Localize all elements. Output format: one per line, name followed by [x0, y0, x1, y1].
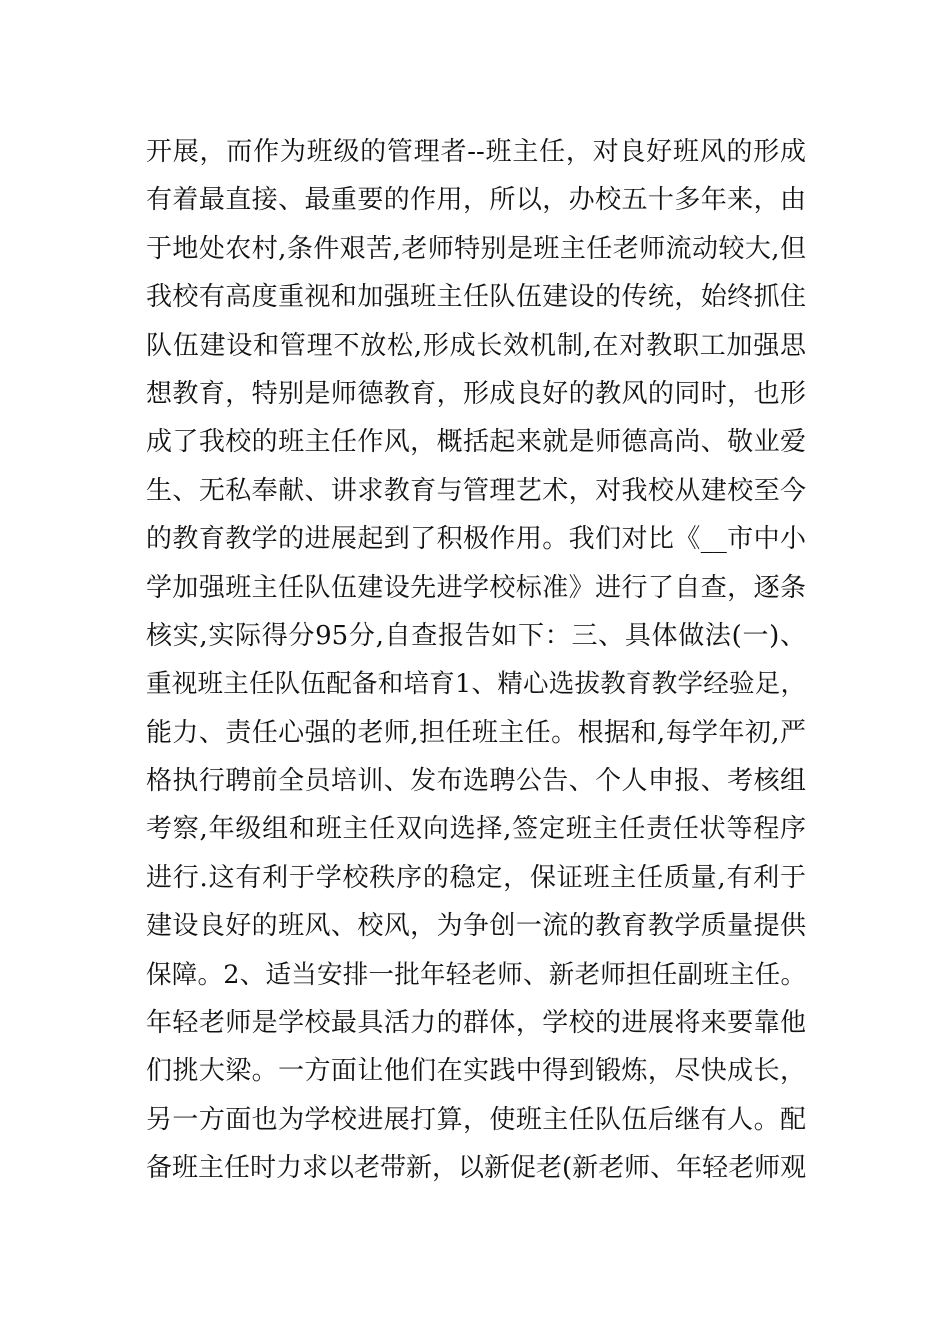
text-line: 保障。2、适当安排一批年轻老师、新老师担任副班主任。 — [146, 959, 806, 990]
text-line: 建设良好的班风、校风，为争创一流的教育教学质量提供 — [146, 911, 806, 942]
text-line: 有着最直接、最重要的作用，所以，办校五十多年来，由 — [146, 185, 806, 216]
body-text — [146, 128, 806, 1193]
text-line: 们挑大梁。一方面让他们在实践中得到锻炼，尽快成长， — [146, 1056, 806, 1087]
text-line: 我校有高度重视和加强班主任队伍建设的传统，始终抓住 — [146, 282, 806, 313]
text-line: 年轻老师是学校最具活力的群体，学校的进展将来要靠他 — [146, 1008, 806, 1039]
text-line: 核实,实际得分95分,自查报告如下：三、具体做法(一)、 — [146, 620, 806, 651]
text-line: 能力、责任心强的老师,担任班主任。根据和,每学年初,严 — [146, 717, 806, 748]
text-line: 格执行聘前全员培训、发布选聘公告、个人申报、考核组 — [146, 766, 806, 797]
text-line: 生、无私奉献、讲求教育与管理艺术，对我校从建校至今 — [146, 475, 806, 506]
text-line: 队伍建设和管理不放松,形成长效机制,在对教职工加强思 — [146, 330, 806, 361]
text-line: 想教育，特别是师德教育，形成良好的教风的同时，也形 — [146, 378, 806, 409]
text-line: 的教育教学的进展起到了积极作用。我们对比《__市中小 — [146, 524, 806, 555]
text-line: 考察,年级组和班主任双向选择,签定班主任责任状等程序 — [146, 814, 806, 845]
text-line: 开展，而作为班级的管理者--班主任，对良好班风的形成 — [146, 137, 806, 167]
text-line: 进行.这有利于学校秩序的稳定，保证班主任质量,有利于 — [146, 862, 806, 893]
text-line: 备班主任时力求以老带新，以新促老(新老师、年轻老师观 — [146, 1153, 807, 1184]
text-line: 重视班主任队伍配备和培育1、精心选拔教育教学经验足， — [146, 669, 806, 700]
text-line: 于地处农村,条件艰苦,老师特别是班主任老师流动较大,但 — [146, 233, 806, 264]
text-line: 另一方面也为学校进展打算，使班主任队伍后继有人。配 — [146, 1104, 806, 1135]
text-line: 成了我校的班主任作风，概括起来就是师德高尚、敬业爱 — [146, 427, 806, 458]
text-line: 学加强班主任队伍建设先进学校标准》进行了自查，逐条 — [146, 572, 806, 603]
